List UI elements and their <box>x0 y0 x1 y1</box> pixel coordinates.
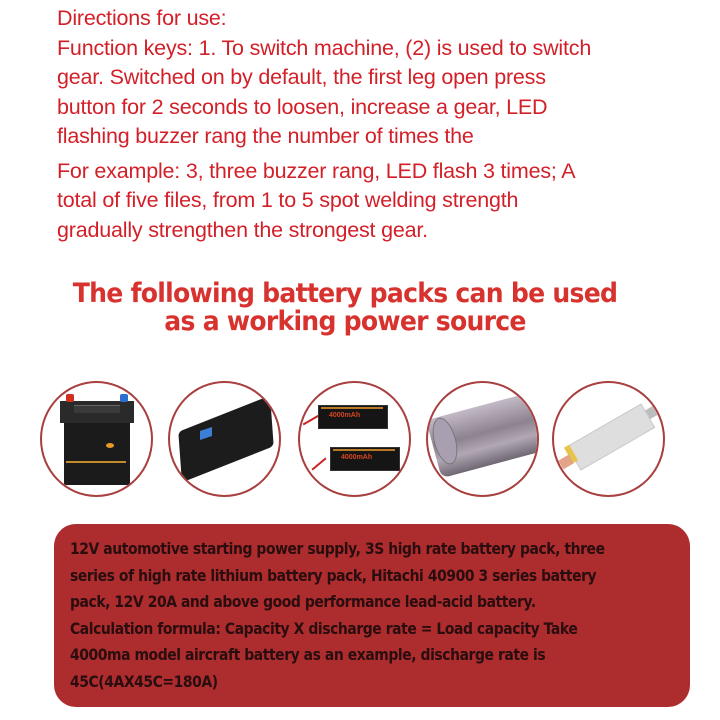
lipo-packs-image <box>298 381 411 497</box>
text-line: 12V automotive starting power supply, 3S high rate battery pack, three <box>70 539 605 558</box>
text-line: Function keys: 1. To switch machine, (2) is used to switch <box>57 35 592 60</box>
text-line: pack, 12V 20A and above good performance lead-acid battery. <box>70 592 536 611</box>
text-line: 45C(4AX45C=180A) <box>70 671 218 691</box>
text-line: total of five files, from 1 to 5 spot welding strength <box>57 188 519 212</box>
directions-title: Directions for use: <box>57 6 227 30</box>
text-line: gradually strengthen the strongest gear. <box>57 217 428 242</box>
text-line: 4000ma model aircraft battery as an example, discharge rate is <box>70 645 546 664</box>
function-keys-text <box>57 34 697 152</box>
car-battery-image <box>40 381 153 497</box>
text-line: series of high rate lithium battery pack, Hitachi 40900 3 series battery <box>70 565 597 585</box>
text-line: Calculation formula: Capacity X discharge rate = Load capacity Take <box>70 618 578 638</box>
text-line: flashing buzzer rang the number of times the <box>57 124 474 148</box>
lipo-capacity-label: 4000mAh <box>341 454 373 461</box>
example-text <box>57 157 697 246</box>
power-bank-image <box>168 381 281 497</box>
cylindrical-cell-image <box>426 381 539 497</box>
battery-info-box <box>54 524 690 707</box>
directions-section <box>57 4 697 245</box>
battery-images-row <box>40 381 690 497</box>
pouch-cell-image <box>552 381 665 497</box>
battery-info-text <box>70 536 685 695</box>
text-line: gear. Switched on by default, the first leg open press <box>57 65 546 89</box>
text-line: button for 2 seconds to loosen, increase a gear, LED <box>57 94 548 119</box>
text-line: For example: 3, three buzzer rang, LED flash 3 times; A <box>57 158 576 183</box>
headline-line-2: as a working power source <box>164 306 526 337</box>
battery-packs-headline <box>0 280 690 336</box>
headline-line-1: The following battery packs can be used <box>72 278 618 309</box>
lipo-capacity-label: 4000mAh <box>329 412 361 419</box>
